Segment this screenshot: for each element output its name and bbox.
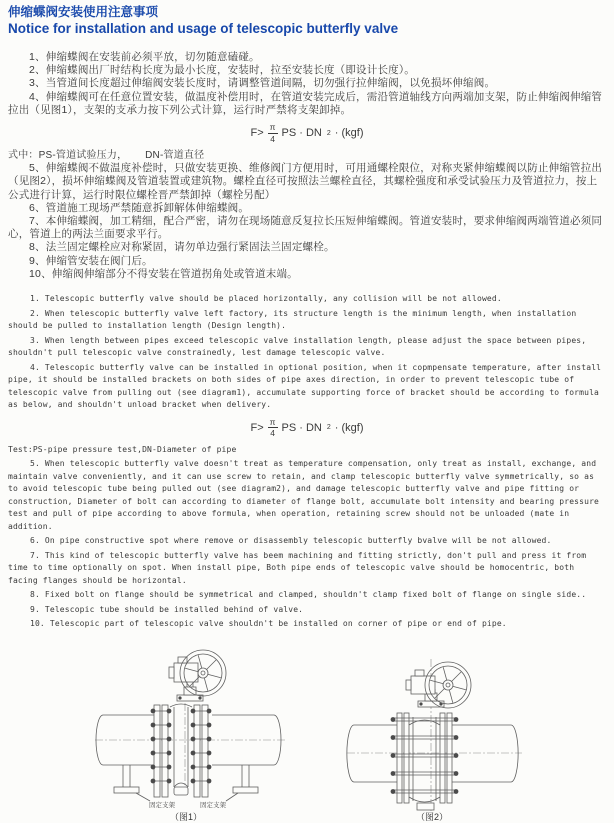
formula-tail: · (kgf)	[334, 127, 364, 140]
en-item-10: 10. Telescopic part of telescopic valve shouldn't be installed on corner of pipe or end of pipe.	[30, 619, 507, 629]
formula-lhs: F>	[250, 127, 264, 140]
diagram-1-valve-with-brackets	[90, 637, 290, 823]
pipe-end-right	[511, 725, 518, 782]
en-item-8: 8. Fixed bolt on flange should be symmetrical and clamped, shouldn't clamp fixed bolt of flange on single side..	[30, 590, 587, 600]
gearbox	[411, 676, 435, 694]
pipe	[346, 725, 517, 782]
technical-diagrams-row	[8, 637, 606, 823]
cn-item-2: 2、伸缩蝶阀出厂时结构长度为最小长度，安装时，拉至安装长度（即设计长度）。	[29, 64, 415, 77]
support-bracket-left	[114, 765, 139, 793]
cn-formula-legend: 式中：PS-管道试验压力， DN-管道直径	[8, 150, 205, 162]
chinese-instructions-section	[8, 51, 606, 281]
diagram-2-valve-with-tie-rods	[345, 637, 525, 823]
valve-body	[409, 717, 440, 810]
en-item-9: 9. Telescopic tube should be installed behind of valve.	[30, 604, 304, 614]
en-item-6: 6. On pipe constructive spot where remove or disassembly telescopic butterfly bvalve will be not allowed.	[30, 536, 552, 546]
leader-line-right	[226, 793, 238, 801]
cn-item-1: 1、伸缩蝶阀在安装前必须平放，切勿随意磕碰。	[29, 51, 260, 63]
formula-lhs: F>	[250, 421, 264, 434]
cn-item-9: 9、伸缩管安装在阀门后。	[29, 254, 153, 267]
page-title-english: Notice for installation and usage of telescopic butterfly valve	[8, 21, 399, 36]
valve-actuator	[169, 650, 226, 701]
cn-item-5: 5、伸缩蝶阀不做温度补偿时，只做安装更换、维修阀门方便用时，可用通螺栓限位，对称夹紧伸缩蝶阀以防止伸缩管拉出（见图2），损坏伸缩蝶阀及管道装置或建筑物。螺栓直径可按照法兰螺栓直径，其螺栓强度和承受试验压力及管道拉力，按上公式进行计算，运行时限位螺栓晋严禁卸掉（螺栓另配）	[8, 162, 603, 201]
formula-exponent: 2	[326, 424, 331, 432]
formula-body: PS · DN	[281, 127, 322, 140]
page-title-chinese: 伸缩蝶阀安装使用注意事项	[8, 5, 159, 19]
bracket-force-formula	[8, 123, 606, 143]
cn-item-10: 10、伸缩阀伸缩部分不得安装在管道拐角处或管道末端。	[29, 267, 298, 280]
formula-fraction	[268, 418, 278, 438]
clamp-columns	[397, 713, 452, 803]
cn-item-7: 7、本伸缩蝶阀，加工精细，配合严密，请勿在现场随意反复拉长压短伸缩蝶阀。管道安装时，要求伸缩阀两端管道必须同心，管道上的两法兰面要求平行。	[8, 215, 603, 241]
support-bracket-right	[233, 765, 258, 793]
en-item-1: 1. Telescopic butterfly valve should be placed horizontally, any collision will be not allowed.	[30, 294, 502, 304]
en-item-3: 3. When length between pipes exceed telescopic valve installation length, please adjust the space between pipes, shouldn't pull telescopic valve constrainedly, lest damage telescopic valve.	[8, 335, 587, 358]
cn-item-8: 8、法兰固定螺栓应对称紧固，请勿单边强行紧固法兰固定螺栓。	[29, 241, 335, 254]
bracket-force-formula-en	[8, 418, 606, 438]
valve-bottom-cap	[417, 803, 434, 810]
leader-line-left	[136, 793, 150, 801]
bracket-label-right: 固定支架	[199, 801, 226, 809]
cn-item-3: 3、当管道间长度超过伸缩阀安装长度时，请调整管道间隔，切勿强行拉伸缩阀，以免损坏伸缩阀。	[29, 77, 496, 90]
cn-item-6: 6、管道施工现场严禁随意拆卸解体伸缩蝶阀。	[29, 201, 250, 214]
formula-denominator: 4	[270, 133, 275, 144]
english-instructions-section	[8, 293, 606, 631]
gearbox	[174, 663, 198, 682]
formula-numerator: π	[269, 416, 276, 427]
formula-fraction	[268, 123, 278, 143]
valve-body	[170, 704, 192, 795]
en-formula-legend: Test:PS-pipe pressure test,DN-Diameter of pipe	[8, 444, 237, 454]
formula-body: PS · DN	[281, 421, 322, 434]
en-item-2: 2. When telescopic butterfly valve left factory, its structure length is the minimum length, when installation should be pulled to installation length (Design length).	[8, 308, 577, 331]
formula-exponent: 2	[326, 129, 331, 137]
en-item-7: 7. This kind of telescopic butterfly valve has beem machining and fitting strictly, don't pull and press it from time to time optionally on spot. When install pipe, Both pipe ends of telescopic valve should be homocentric, both facing flanges should be horizontal.	[8, 550, 587, 585]
en-item-5: 5. When telescopic butterfly valve doesn't treat as temperature compensation, only treat as install, exchange, and maintain valve conveniently, and it can use screw to retain, and clamp telescopic butterfly valve symmetrically, so as to avoid telescopic tube being pulled out (see diagram2), and damage telescopic butterfly valve and pipe fitting or construction, Diameter of bolt can according to diameter of flange bolt, accumulate bolt intensity and bearing pressure test and pull of pipe according to above formula, when operation, retaining screw should not be unloaded (mate in addition.	[8, 459, 600, 531]
bracket-label-left: 固定支架	[148, 801, 175, 809]
formula-tail: · (kgf)	[334, 421, 364, 434]
diagram-1-caption: （图1）	[169, 811, 202, 822]
valve-actuator	[406, 662, 471, 708]
diagram-2-caption: （图2）	[415, 811, 448, 822]
cn-item-4: 4、伸缩蝶阀可在任意位置安装，做温度补偿用时，在管道安装完成后，需沿管道轴线方向两端加支架，防止伸缩阀伸缩管拉出（见图1），支架的支承力按下列公式计算，运行时严禁将支架卸掉。	[8, 90, 603, 116]
en-item-4: 4. Telescopic butterfly valve can be installed in optional position, when it copmpensate temperature, after install pipe, it should be installed brackets on both sides of pipe axes direction, in order to prevent telescopic tube of telescopic valve from pulling out (see diagram1), accumulate supporting force of bracket should be according to formula as below, and shouldn't unload bracket when delivery.	[8, 362, 602, 410]
formula-denominator: 4	[270, 428, 275, 439]
pipe-end-left	[346, 725, 353, 782]
formula-numerator: π	[269, 122, 276, 133]
